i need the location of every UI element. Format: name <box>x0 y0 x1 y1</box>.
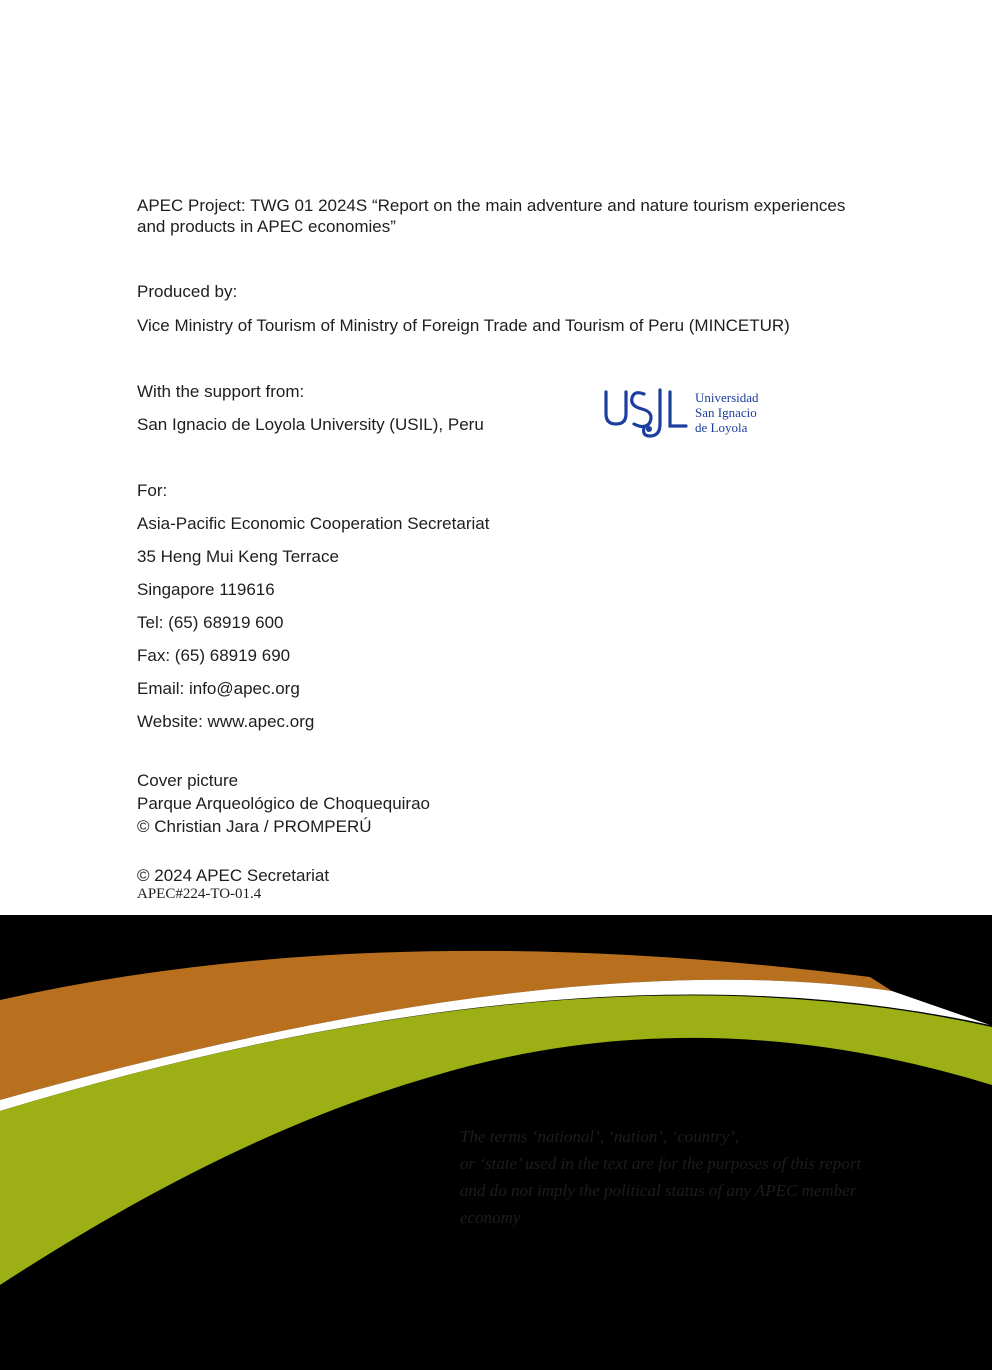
cover-picture-label: Cover picture <box>137 771 239 790</box>
disclaimer-line-2: or ‘state’ used in the text are for the purposes of this report <box>460 1154 862 1173</box>
usil-logo <box>602 384 782 444</box>
address-fax: Fax: (65) 68919 690 <box>137 646 291 665</box>
disclaimer-line-1: The terms ‘national’, ‘nation’, ‘country’, <box>460 1127 740 1146</box>
produced-by-label: Produced by: <box>137 282 238 301</box>
usil-logo-line-2: San Ignacio <box>695 405 757 420</box>
for-label: For: <box>137 481 168 500</box>
disclaimer-note <box>460 1123 900 1231</box>
producer-name: Vice Ministry of Tourism of Ministry of Foreign Trade and Tourism of Peru (MINCETUR) <box>137 316 790 335</box>
usil-logo-line-3: de Loyola <box>695 420 748 435</box>
support-label: With the support from: <box>137 382 305 401</box>
usil-logo-line-1: Universidad <box>695 390 759 405</box>
project-title: APEC Project: TWG 01 2024S “Report on the main adventure and nature tourism experiences and products in APEC economies” <box>137 196 846 236</box>
copyright-notice: © 2024 APEC Secretariat <box>137 866 330 885</box>
address-tel: Tel: (65) 68919 600 <box>137 613 284 632</box>
address-website: Website: www.apec.org <box>137 712 315 731</box>
cover-picture-place: Parque Arqueológico de Choquequirao <box>137 794 431 813</box>
address-email: Email: info@apec.org <box>137 679 300 698</box>
usil-logo-text <box>695 390 759 435</box>
disclaimer-line-4: economy <box>460 1208 521 1227</box>
support-organization: San Ignacio de Loyola University (USIL), Peru <box>137 415 484 434</box>
address-organization: Asia-Pacific Economic Cooperation Secretariat <box>137 514 490 533</box>
publication-number: APEC#224-TO-01.4 <box>137 886 262 902</box>
cover-picture-credit: © Christian Jara / PROMPERÚ <box>137 817 372 836</box>
disclaimer-line-3: and do not imply the political status of any APEC member <box>460 1181 857 1200</box>
address-street: 35 Heng Mui Keng Terrace <box>137 547 339 566</box>
address-city: Singapore 119616 <box>137 580 275 599</box>
usil-emblem-icon <box>602 384 692 444</box>
